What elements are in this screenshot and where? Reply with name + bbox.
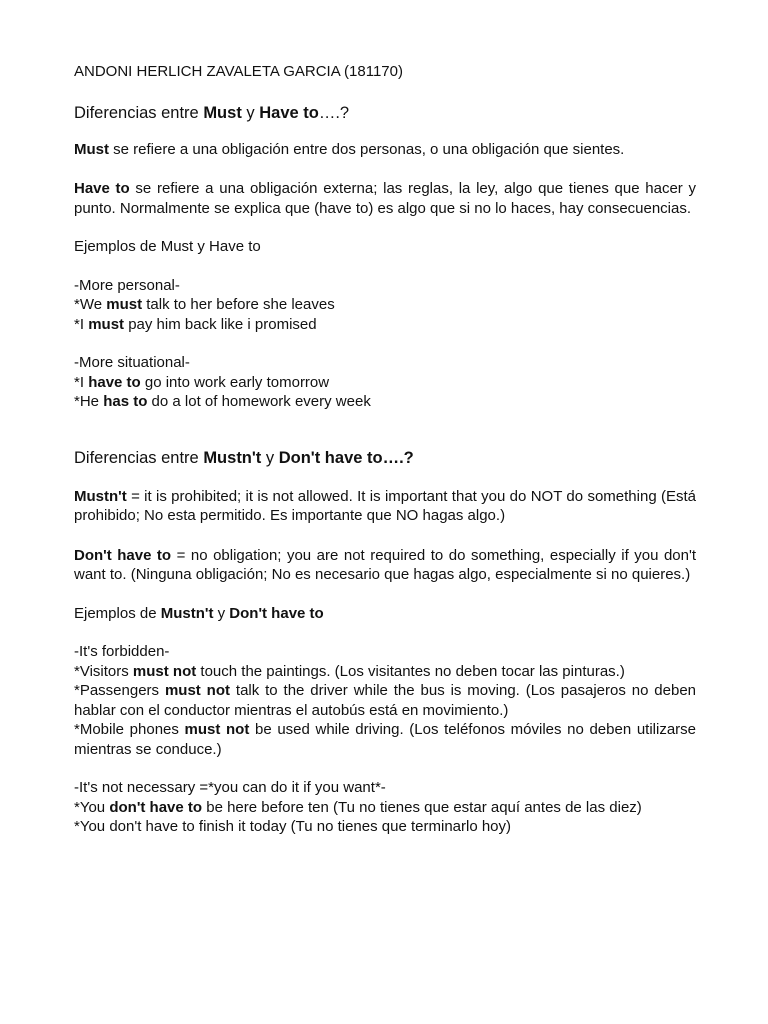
not-necessary-label: -It's not necessary =*you can do it if you want*- xyxy=(74,779,386,796)
heading-term-dont-have-to: Don't have to….? xyxy=(278,448,414,467)
example-line xyxy=(74,817,696,837)
example-text: *I xyxy=(74,373,89,391)
dont-have-to-definition xyxy=(74,546,696,585)
heading-term-mustnt: Mustn't xyxy=(203,448,262,467)
example-line xyxy=(74,720,696,759)
example-line xyxy=(74,798,696,818)
example-text: *We xyxy=(74,296,107,313)
examples-text: y xyxy=(213,604,230,622)
example-text: *He xyxy=(74,393,104,410)
example-line xyxy=(74,315,696,335)
example-line xyxy=(74,392,696,412)
heading-text: ….? xyxy=(318,103,350,122)
heading-text: Diferencias entre xyxy=(74,103,204,122)
example-line xyxy=(74,681,696,720)
example-text: be here before ten (Tu no tienes que estar aquí antes de las diez) xyxy=(202,798,642,816)
section2-heading xyxy=(74,447,696,469)
definition-text: se refiere a una obligación entre dos personas, o una obligación que sientes. xyxy=(109,140,625,158)
must-definition xyxy=(74,140,696,160)
example-line xyxy=(74,662,696,682)
heading-text: Diferencias entre xyxy=(74,448,204,467)
example-text: *Passengers xyxy=(74,682,165,699)
definition-text: = no obligation; you are not required to do something, especially if you don't want to. (Ninguna obligación; No es necesario que hagas algo, especialmente si no quieres.) xyxy=(74,546,696,583)
example-text: do a lot of homework every week xyxy=(147,393,371,410)
examples-title-2 xyxy=(74,604,696,624)
example-text: *Visitors xyxy=(74,662,133,680)
author-line: ANDONI HERLICH ZAVALETA GARCIA (181170) xyxy=(74,63,403,80)
section1-heading xyxy=(74,102,696,124)
example-text: talk to the driver while the bus is moving. (Los pasajeros no deben hablar con el conductor mientras el autobús está en movimiento.) xyxy=(74,682,697,719)
heading-text: y xyxy=(241,103,260,122)
examples-text: Ejemplos de xyxy=(74,604,161,622)
definition-text: se refiere a una obligación externa; las reglas, la ley, algo que tienes que hacer y punto. Normalmente se explica que (have to) es algo que si no lo haces, hay consecuencias. xyxy=(74,180,696,217)
term-must: Must xyxy=(74,140,109,158)
heading-term-have-to: Have to xyxy=(259,103,319,122)
definition-text: = it is prohibited; it is not allowed. It is important that you do NOT do something (Está prohibido; No esta permitido. Es importante que NO hagas algo.) xyxy=(74,487,696,524)
examples-term-mustnt: Mustn't xyxy=(160,604,214,622)
term-dont-have-to: Don't have to xyxy=(74,546,172,564)
document-page xyxy=(74,62,696,837)
term-mustnt: Mustn't xyxy=(74,487,127,505)
example-text: go into work early tomorrow xyxy=(140,373,330,391)
example-text: *Mobile phones xyxy=(74,721,185,738)
term-have-to: Have to xyxy=(74,180,130,197)
example-text: *You don't have to finish it today (Tu no tienes que terminarlo hoy) xyxy=(74,818,512,835)
example-text: *You xyxy=(74,798,110,816)
example-line xyxy=(74,373,696,393)
example-text: be used while driving. (Los teléfonos móviles no deben utilizarse mientras se conduce.) xyxy=(74,721,697,758)
example-bold: don't have to xyxy=(109,798,203,816)
personal-label: -More personal- xyxy=(74,276,180,294)
situational-label: -More situational- xyxy=(74,354,190,371)
have-to-definition xyxy=(74,179,696,218)
example-text: touch the paintings. (Los visitantes no deben tocar las pinturas.) xyxy=(196,662,625,680)
example-text: pay him back like i promised xyxy=(124,315,317,333)
example-bold: must not xyxy=(164,682,231,699)
example-bold: must xyxy=(106,296,143,313)
example-line xyxy=(74,295,696,315)
examples-term-dont-have-to: Don't have to xyxy=(229,604,324,622)
example-bold: must not xyxy=(184,721,250,738)
example-bold: has to xyxy=(103,393,148,410)
heading-text: y xyxy=(261,448,279,467)
forbidden-label: -It's forbidden- xyxy=(74,643,170,660)
example-bold: must xyxy=(88,315,125,333)
example-bold: must not xyxy=(132,662,197,680)
example-bold: have to xyxy=(88,373,141,391)
heading-term-must: Must xyxy=(203,103,242,122)
examples-title-1: Ejemplos de Must y Have to xyxy=(74,238,261,255)
example-text: *I xyxy=(74,315,89,333)
mustnt-definition xyxy=(74,487,696,526)
example-text: talk to her before she leaves xyxy=(142,296,335,313)
